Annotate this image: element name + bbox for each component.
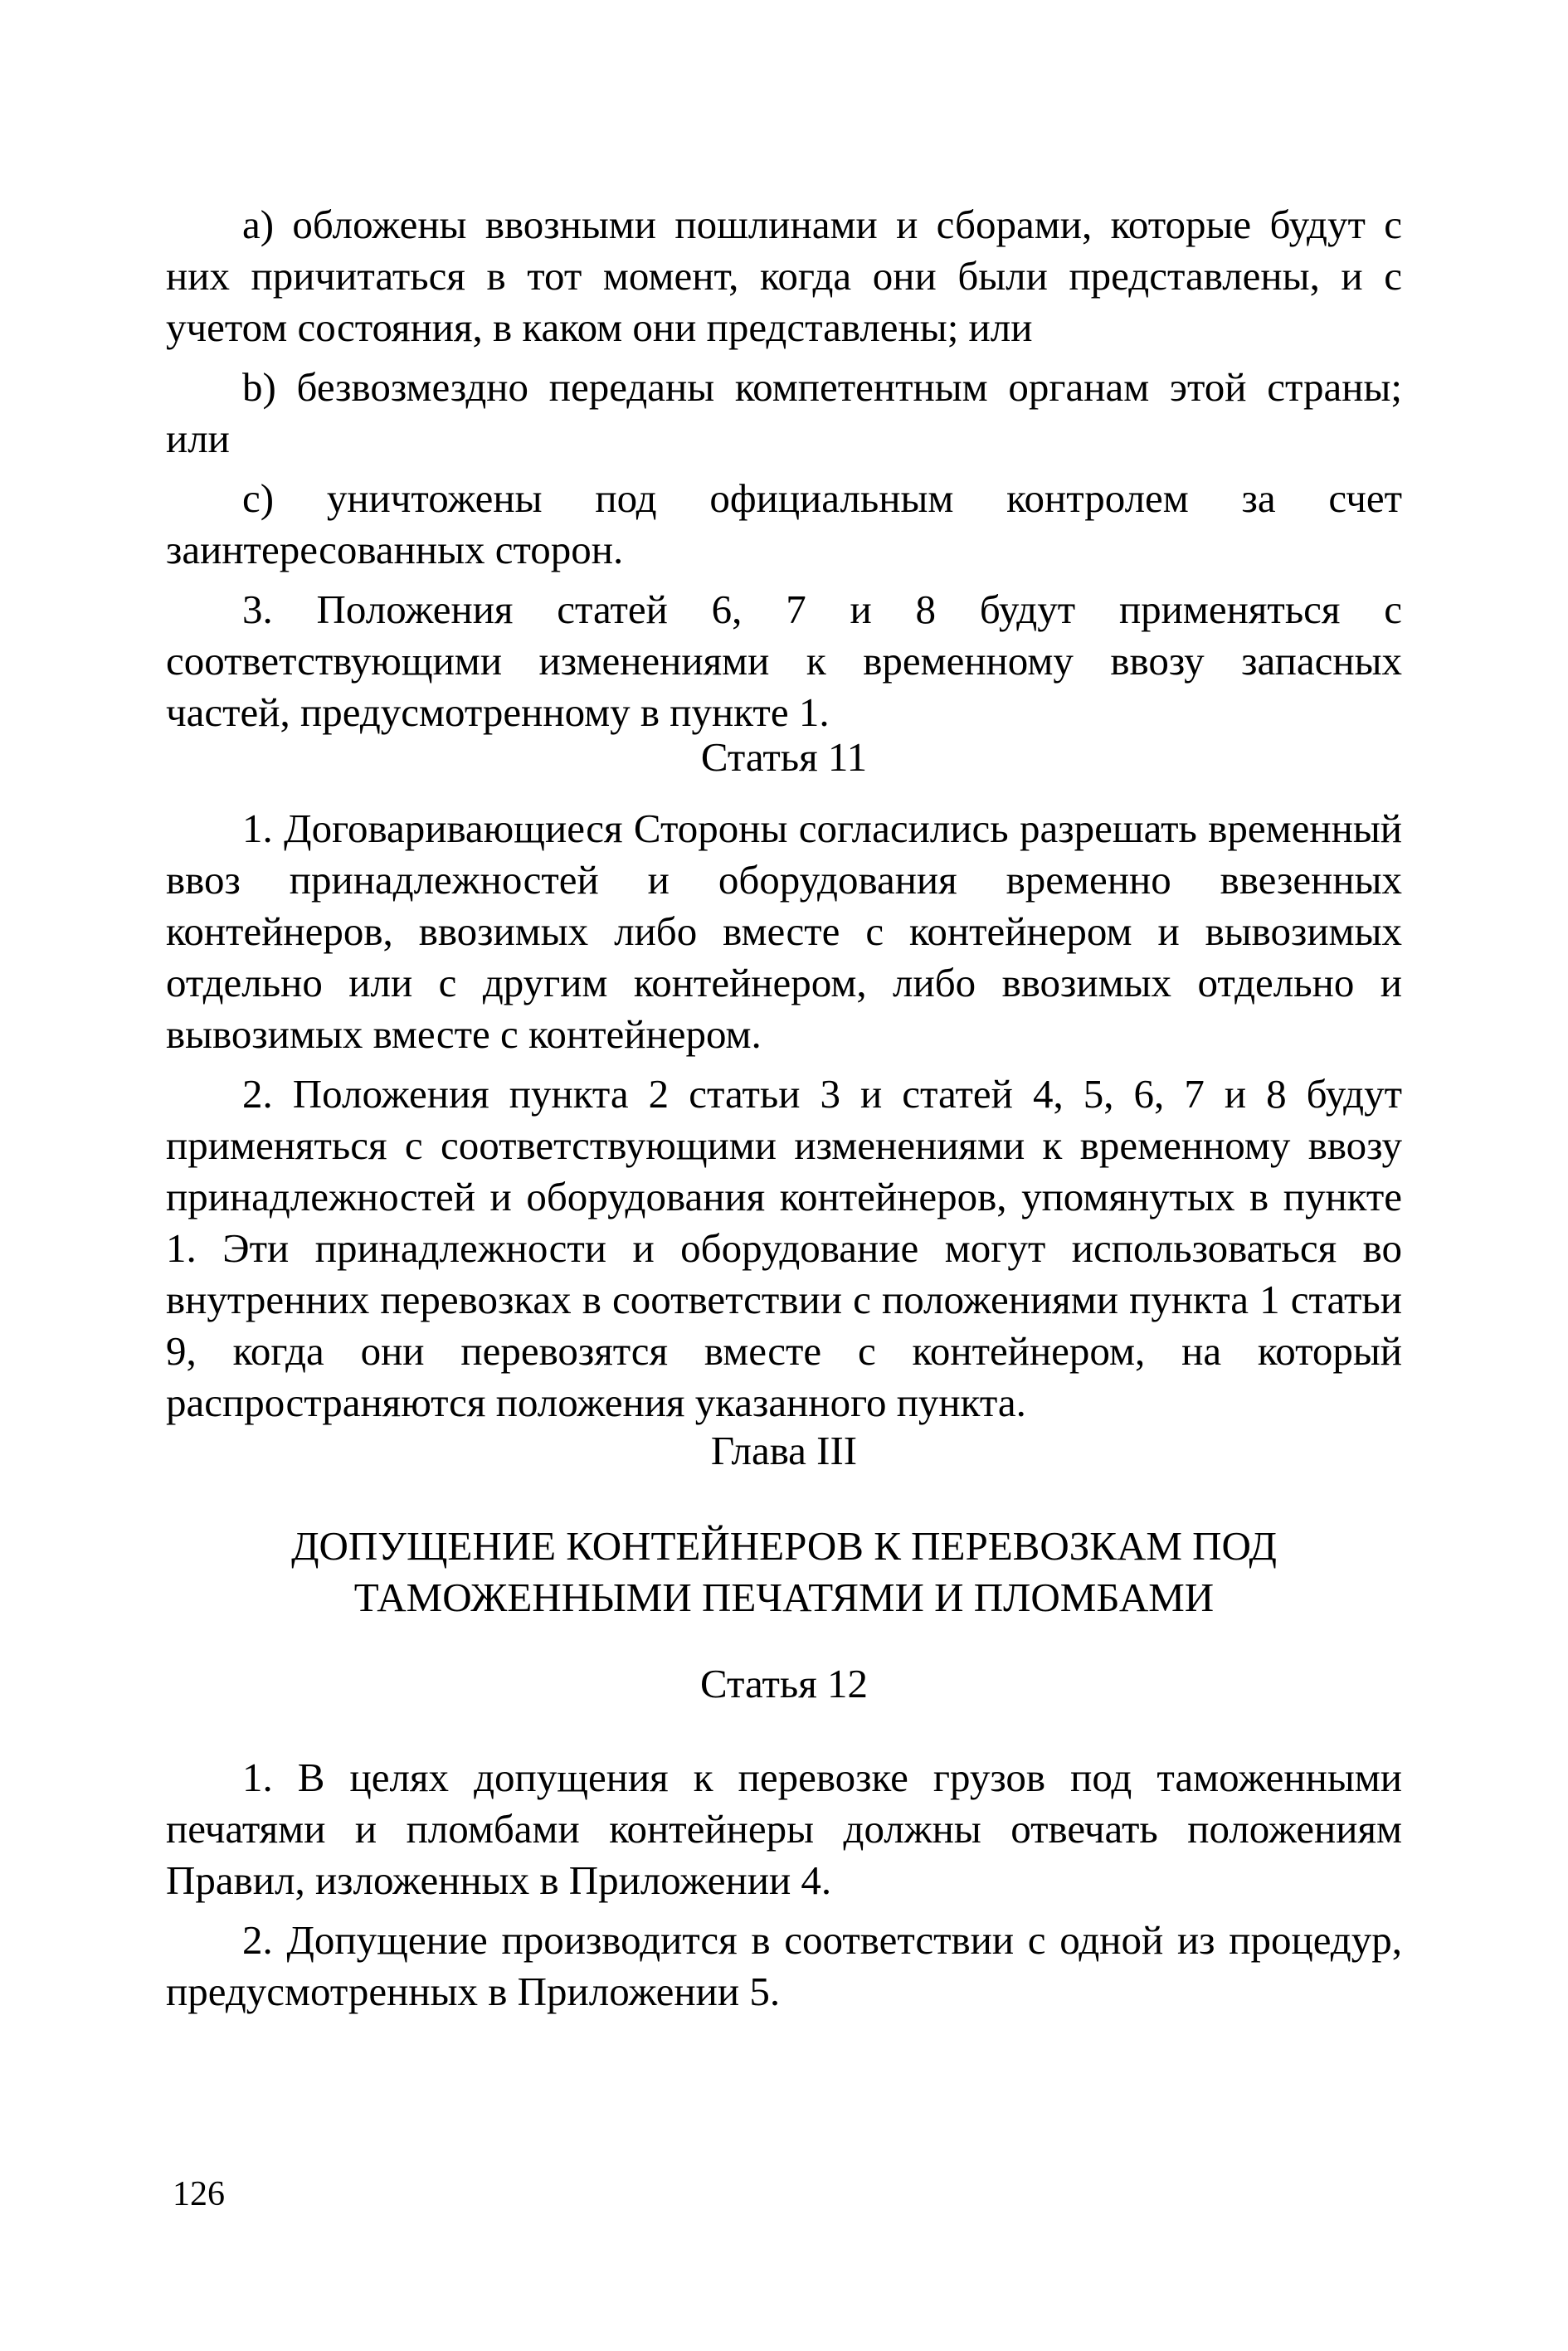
article-11-point-2: 2. Положения пункта 2 статьи 3 и статей 4, 5, 6, 7 и 8 будут применяться с соответствующими изменениями к временному ввозу принадлежностей и оборудования контейнеров, упомянутых в пункте 1. Эти принадлежности и оборудование могут использоваться во внутренних перевозках в соответствии с положениями пункта 1 статьи 9, когда они перевозятся вместе с контейнером, на который распространяются положения указанного пункта. — [166, 1071, 1402, 1425]
paragraph-item-a: а) обложены ввозными пошлинами и сборами, которые будут с них причитаться в тот момент, когда они были представлены, и с учетом состояния, в каком они представлены; или — [166, 202, 1402, 350]
article-11-point-1: 1. Договаривающиеся Стороны согласились разрешать временный ввоз принадлежностей и оборудования временно ввезенных контейнеров, ввозимых либо вместе с контейнером и вывозимых отдельно или с другим контейнером, либо ввозимых отдельно и вывозимых вместе с контейнером. — [166, 806, 1402, 1057]
paragraph-point-3: 3. Положения статей 6, 7 и 8 будут применяться с соответствующими изменениями к временному ввозу запасных частей, предусмотренному в пункте 1. — [166, 587, 1402, 735]
chapter-title-line-2: ТАМОЖЕННЫМИ ПЕЧАТЯМИ И ПЛОМБАМИ — [353, 1575, 1215, 1620]
paragraph-item-c: с) уничтожены под официальным контролем за счет заинтересованных сторон. — [166, 475, 1402, 572]
chapter-title-line-1: ДОПУЩЕНИЕ КОНТЕЙНЕРОВ К ПЕРЕВОЗКАМ ПОД — [291, 1523, 1277, 1569]
article-12-body — [166, 1752, 1402, 2026]
paragraph-item-b: b) безвозмездно переданы компетентным органам этой страны; или — [166, 364, 1402, 461]
article-11-heading: Статья 11 — [700, 734, 868, 780]
chapter-title — [166, 1521, 1402, 1623]
page-number: 126 — [173, 2175, 225, 2213]
article-11-body — [166, 803, 1402, 1437]
section-continuation — [166, 199, 1402, 747]
article-12-heading: Статья 12 — [699, 1661, 869, 1706]
article-12-point-2: 2. Допущение производится в соответствии с одной из процедур, предусмотренных в Приложении 5. — [166, 1917, 1402, 2014]
chapter-heading: Глава III — [710, 1428, 858, 1473]
article-12-point-1: 1. В целях допущения к перевозке грузов под таможенными печатями и пломбами контейнеры должны отвечать положениям Правил, изложенных в Приложении 4. — [166, 1755, 1402, 1903]
